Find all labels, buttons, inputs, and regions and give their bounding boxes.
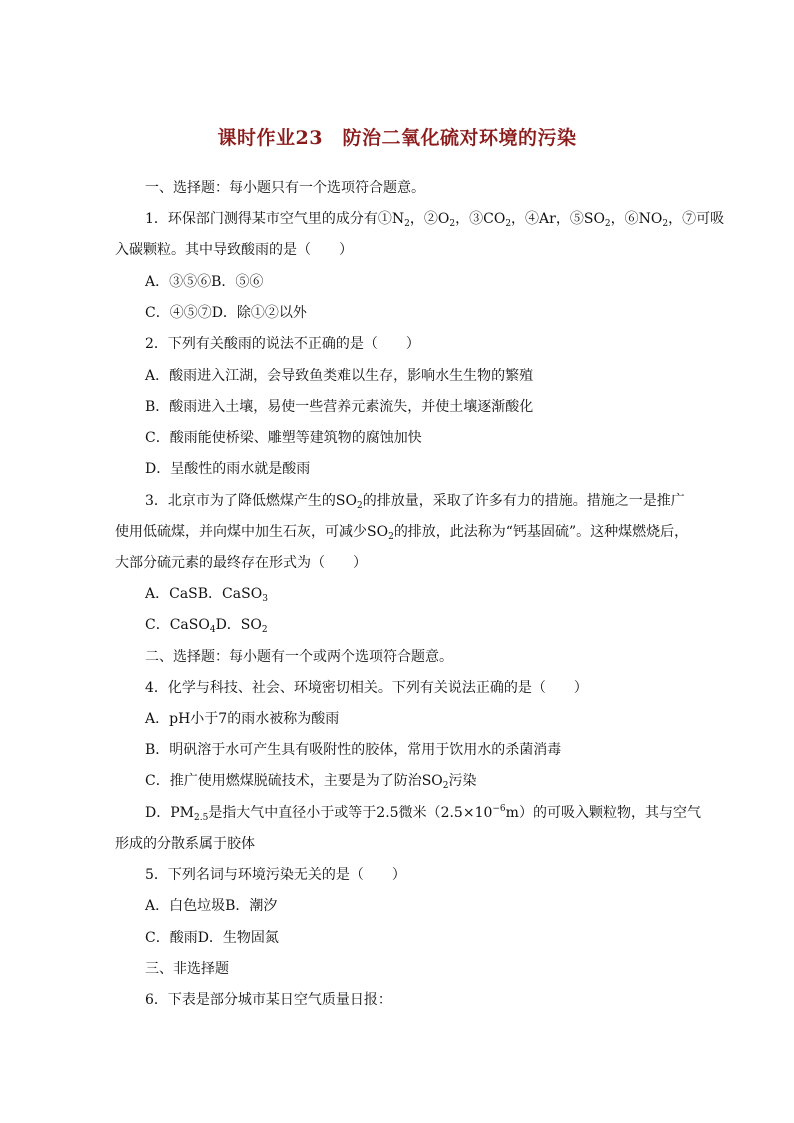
question-3-stem-line3: 大部分硫元素的最终存在形式为（ ） <box>115 555 367 571</box>
question-4-stem: 4．化学与科技、社会、环境密切相关。下列有关说法正确的是（ ） <box>145 680 588 696</box>
question-2-option-a: A．酸雨进入江湖，会导致鱼类难以生存，影响水生生物的繁殖 <box>145 368 534 384</box>
question-5-options-cd: C．酸雨D．生物固氮 <box>145 930 279 946</box>
section-heading-3: 三、非选择题 <box>145 961 229 977</box>
page-title: 课时作业23 防治二氧化硫对环境的污染 <box>217 127 577 149</box>
question-2-stem: 2．下列有关酸雨的说法不正确的是（ ） <box>145 336 420 352</box>
question-4-option-c: C．推广使用燃煤脱硫技术，主要是为了防治$SO_2$污染 <box>145 773 477 791</box>
question-2-option-c: C．酸雨能使桥梁、雕塑等建筑物的腐蚀加快 <box>145 430 422 446</box>
question-4-option-b: B．明矾溶于水可产生具有吸附性的胶体，常用于饮用水的杀菌消毒 <box>145 742 562 758</box>
question-1-options-ab: A．③⑤⑥B．⑤⑥ <box>145 274 264 290</box>
question-1-stem: 1．环保部门测得某市空气里的成分有$①N_2$，$②O_2$，$③CO_2$，④Ar，$⑤SO_2$，$⑥NO_2$，⑦可吸 <box>145 211 725 229</box>
question-1-stem-line2: 入碳颗粒。其中导致酸雨的是（ ） <box>115 242 353 258</box>
question-2-option-b: B．酸雨进入土壤，易使一些营养元素流失，并使土壤逐渐酸化 <box>145 399 534 415</box>
section-heading-1: 一、选择题：每小题只有一个选项符合题意。 <box>145 180 425 196</box>
question-3-stem-line1: 3．北京市为了降低燃煤产生的$SO_2$的排放量，采取了许多有力的措施。措施之一是推广 <box>145 493 685 511</box>
question-5-stem: 5．下列名词与环境污染无关的是（ ） <box>145 867 406 883</box>
section-heading-2: 二、选择题：每小题有一个或两个选项符合题意。 <box>145 649 453 665</box>
question-3-options-cd: C．CaSO$_4$D．$SO_2$ <box>145 617 268 635</box>
question-2-option-d: D．呈酸性的雨水就是酸雨 <box>145 461 311 477</box>
question-3-stem-line2: 使用低硫煤，并向煤中加生石灰，可减少$SO_2$的排放，此法称为“钙基固硫”。这种煤燃烧后， <box>115 524 689 542</box>
question-4-option-d-line2: 形成的分散系属于胶体 <box>115 836 255 852</box>
question-1-options-cd: C．④⑤⑦D．除①②以外 <box>145 305 307 321</box>
question-5-options-ab: A．白色垃圾B．潮汐 <box>145 898 278 914</box>
question-3-options-ab: A．CaSB．CaSO$_3$ <box>145 586 268 604</box>
question-6-stem: 6．下表是部分城市某日空气质量日报： <box>145 992 392 1008</box>
question-4-option-d: D．$PM_{2.5}$是指大气中直径小于或等于2.5微米$(2.5\times 10^{-6}m)$的可吸入颗粒物，其与空气 <box>145 804 701 823</box>
question-4-option-a: A．pH小于7的雨水被称为酸雨 <box>145 711 340 727</box>
